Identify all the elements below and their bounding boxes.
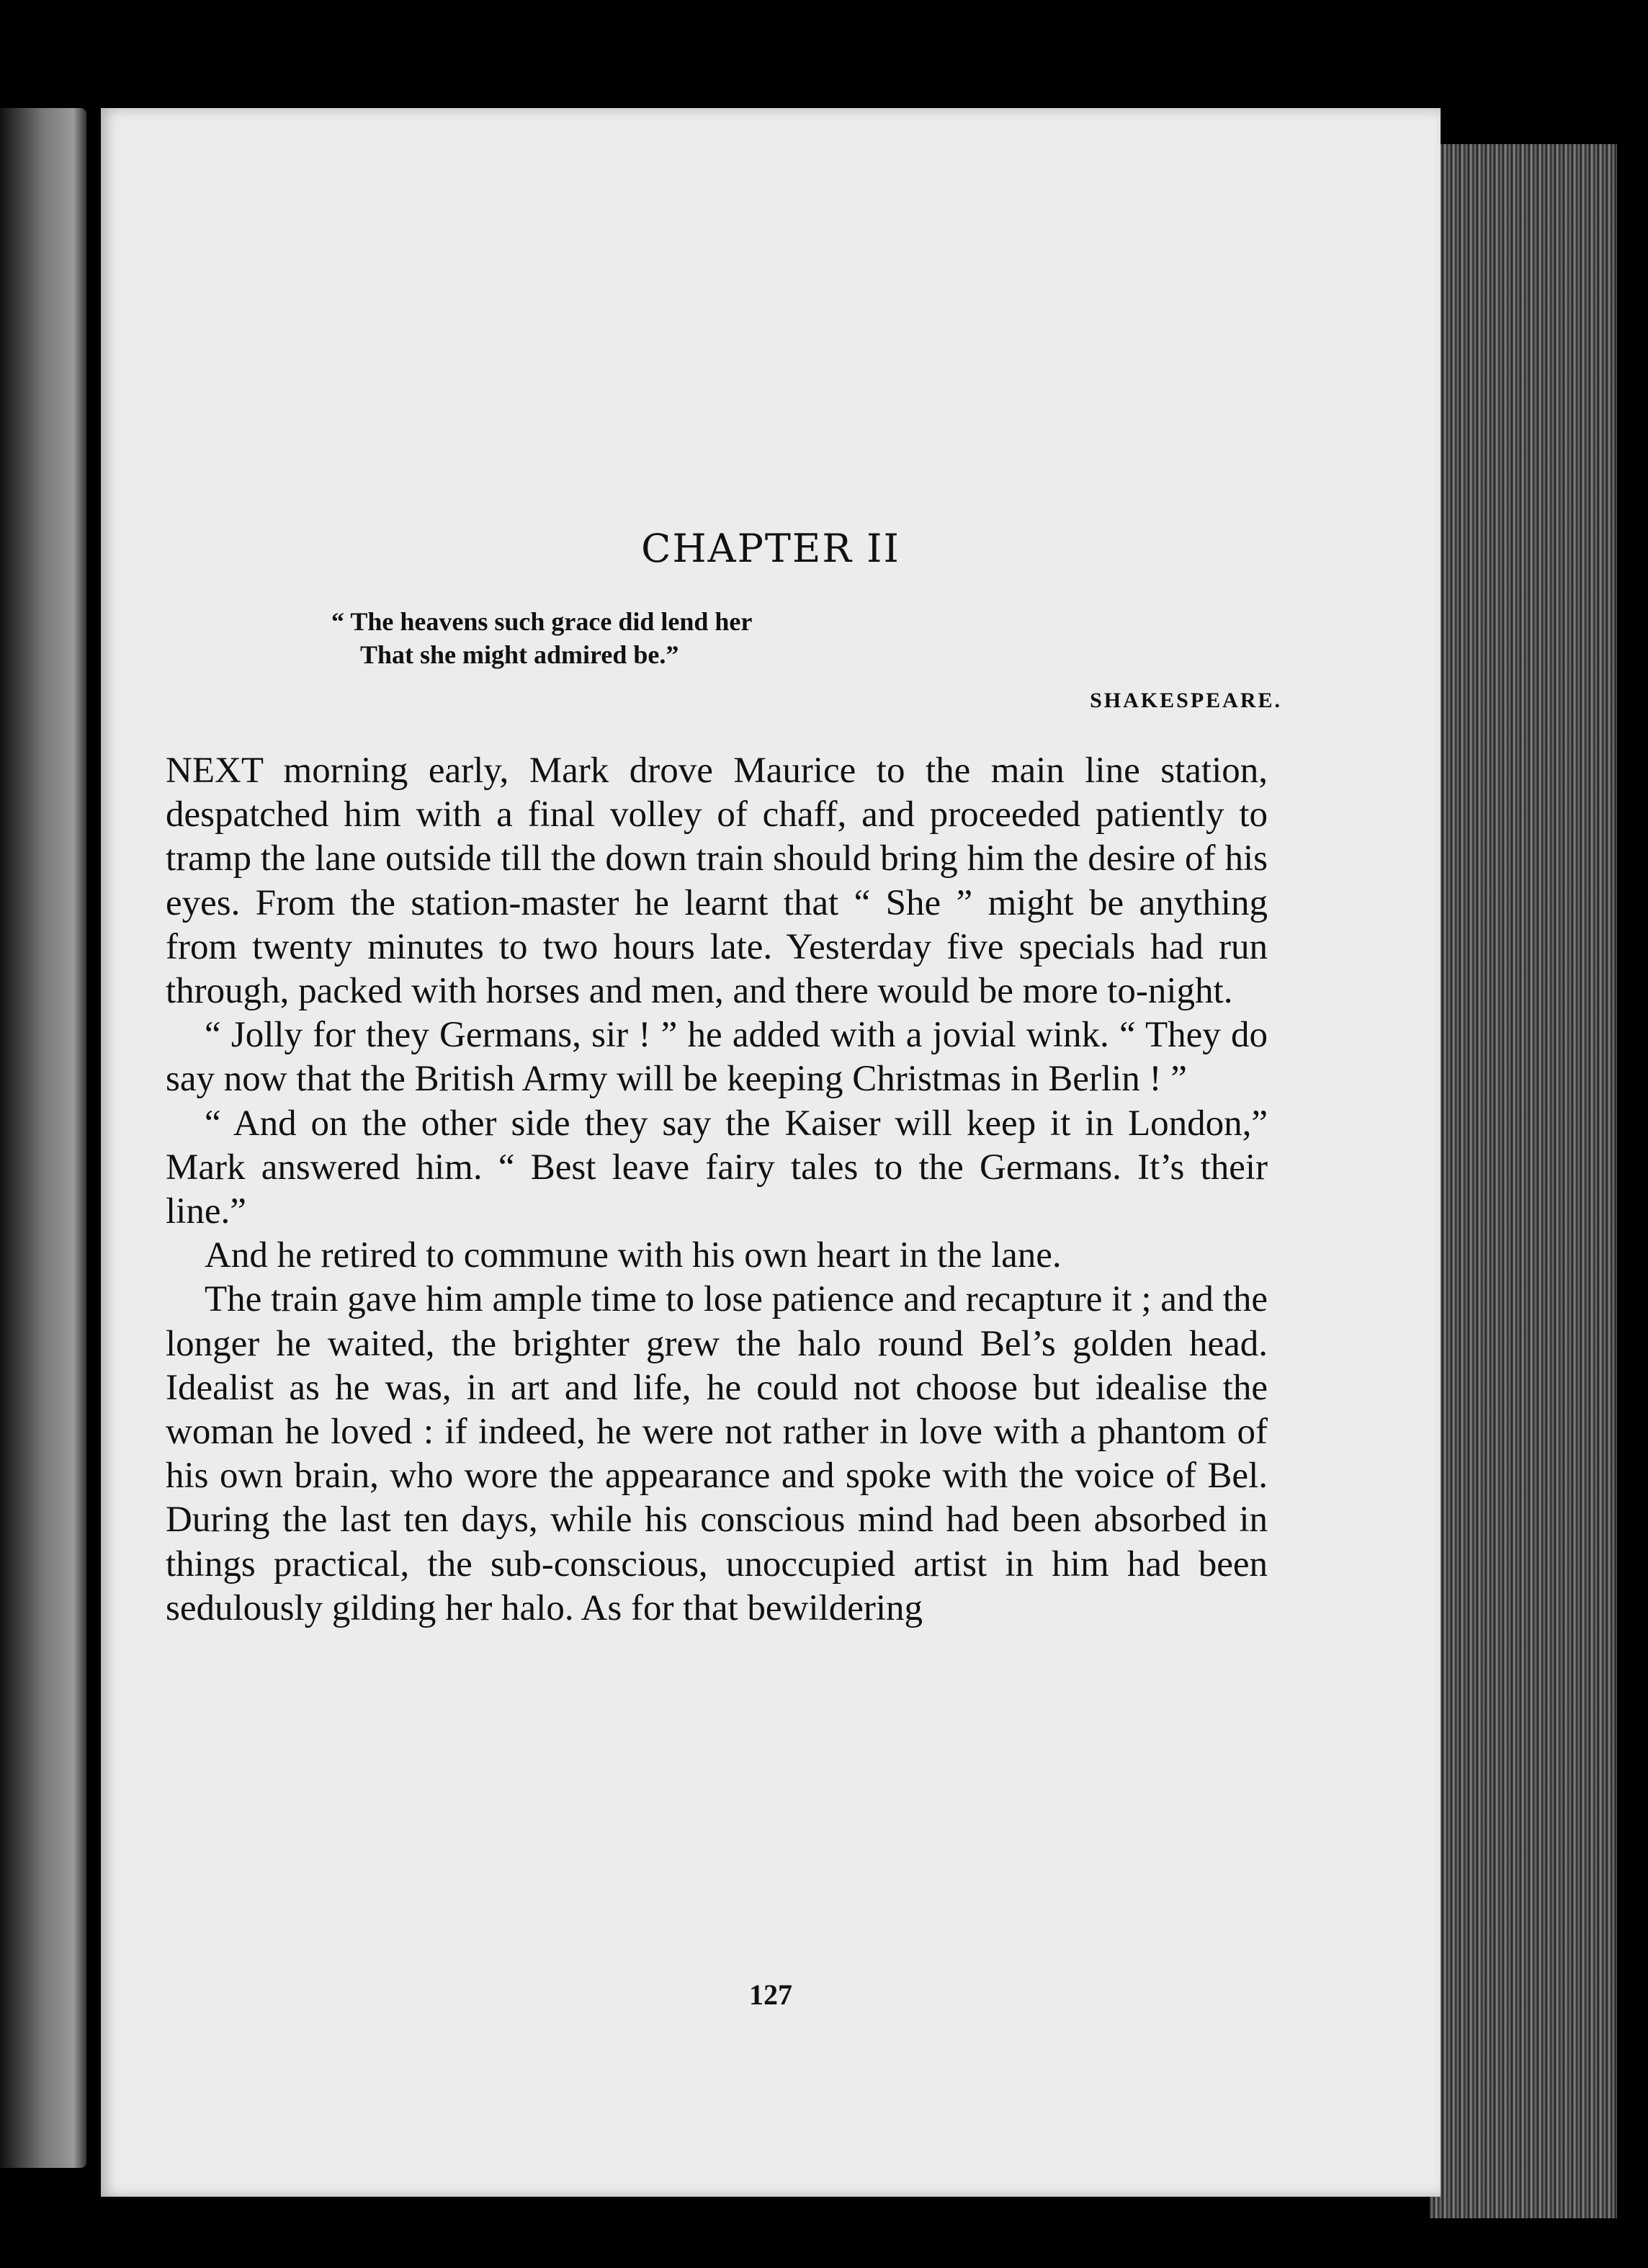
- chapter-title: CHAPTER II: [641, 526, 900, 571]
- book-page: [101, 108, 1441, 2197]
- paragraph: “ Jolly for they Germans, sir ! ” he added with a jovial wink. “ They do say now that the British Army will be keeping Christmas in Berlin ! ”: [166, 1015, 1268, 1100]
- page-content: [101, 108, 1441, 2197]
- paragraph: The train gave him ample time to lose patience and recapture it ; and the longer he waited, the brighter grew the halo round Bel’s golden head. Idealist as he was, in art and life, he could not choose but idealise the woman he loved : if indeed, he were not rather in love with a phantom of his own brain, who wore the appearance and spoke with the voice of Bel. During the last ten days, while his conscious mind had been absorbed in things practical, the sub-conscious, unoccupied artist in him had been sedulously gilding her halo. As for that bewildering: [166, 1279, 1268, 1628]
- paragraph: “ And on the other side they say the Kaiser will keep it in London,” Mark answered him. “ Best leave fairy tales to the Germans. It’s their line.”: [166, 1103, 1268, 1232]
- book-page-edges: [1430, 144, 1617, 2218]
- paragraph: And he retired to commune with his own heart in the lane.: [205, 1235, 1062, 1276]
- page-number: 127: [749, 1978, 792, 2011]
- epigraph-line: That she might admired be.”: [360, 640, 679, 669]
- facing-page-edge: [0, 108, 86, 2168]
- paragraph: NEXT morning early, Mark drove Maurice to the main line station, despatched him with a final volley of chaff, and proceeded patiently to tramp the lane outside till the down train should bring him the desire of his eyes. From the station-master he learnt that “ She ” might be anything from twenty minutes to two hours late. Yesterday five specials had run through, packed with horses and men, and there would be more to-night.: [166, 750, 1268, 1012]
- body-text: [166, 749, 1268, 1631]
- epigraph-line: “ The heavens such grace did lend her: [331, 607, 753, 636]
- epigraph: [331, 605, 1282, 671]
- epigraph-attribution: SHAKESPEARE.: [1090, 689, 1282, 712]
